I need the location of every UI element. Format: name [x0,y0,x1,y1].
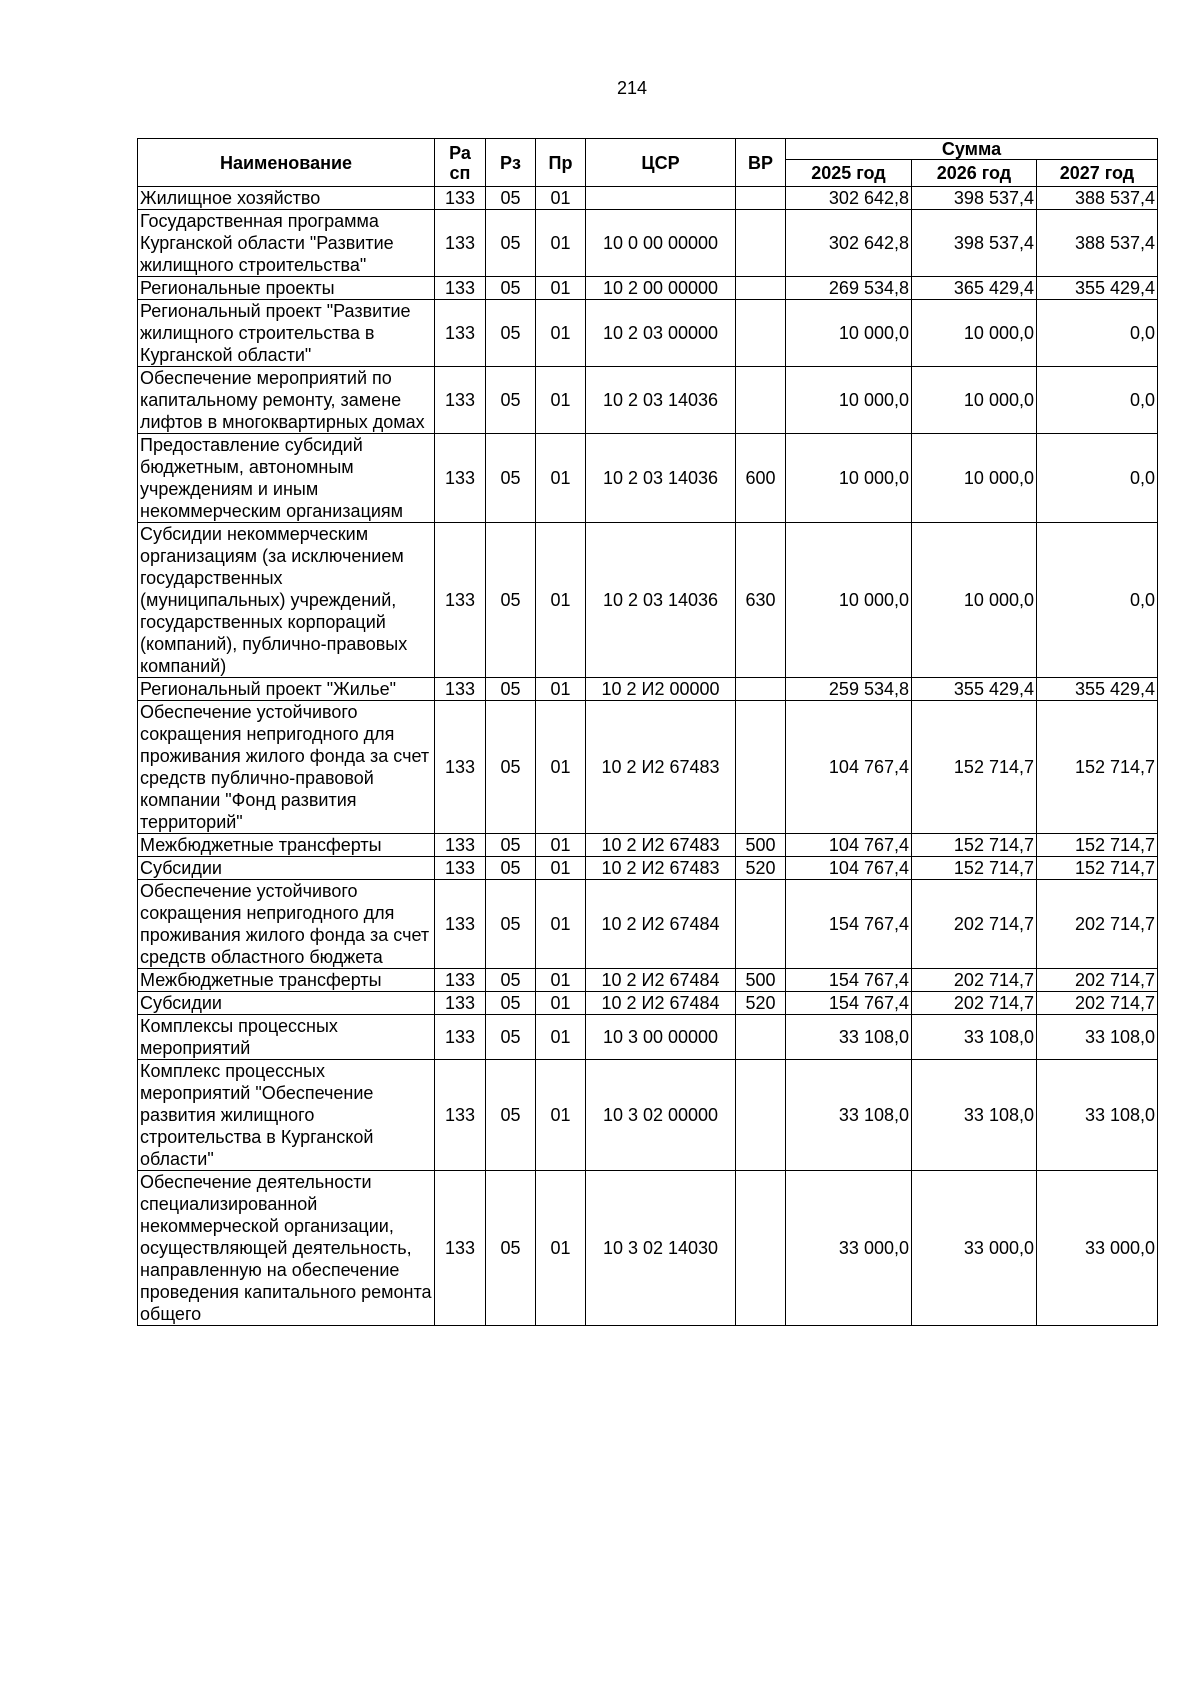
header-rz: Рз [486,139,536,187]
row-sum-2027: 202 714,7 [1037,992,1158,1015]
row-csr: 10 3 02 14030 [586,1171,736,1326]
row-csr: 10 2 00 00000 [586,277,736,300]
row-sum-2026: 398 537,4 [912,210,1037,277]
row-rz: 05 [486,1060,536,1171]
row-name: Предоставление субсидий бюджетным, автономным учреждениям и иным некоммерческим организациям [138,434,435,523]
table-row [138,523,1158,678]
table-row [138,1015,1158,1060]
row-csr: 10 2 И2 67483 [586,857,736,880]
row-rz: 05 [486,1015,536,1060]
row-sum-2027: 152 714,7 [1037,857,1158,880]
row-csr: 10 2 03 14036 [586,523,736,678]
row-name: Обеспечение мероприятий по капитальному ремонту, замене лифтов в многоквартирных домах [138,367,435,434]
row-vr [736,701,786,834]
row-vr [736,277,786,300]
row-rz: 05 [486,523,536,678]
row-sum-2025: 10 000,0 [786,367,912,434]
row-rasp: 133 [435,434,486,523]
row-csr: 10 2 03 14036 [586,434,736,523]
row-sum-2026: 10 000,0 [912,523,1037,678]
header-year-2025: 2025 год [786,160,912,187]
row-pr: 01 [536,1171,586,1326]
row-sum-2026: 355 429,4 [912,678,1037,701]
row-name: Обеспечение устойчивого сокращения непригодного для проживания жилого фонда за счет средств областного бюджета [138,880,435,969]
row-sum-2026: 33 108,0 [912,1015,1037,1060]
row-name: Обеспечение деятельности специализированной некоммерческой организации, осуществляющей деятельность, направленную на обеспечение проведения капитального ремонта общего [138,1171,435,1326]
row-sum-2026: 33 000,0 [912,1171,1037,1326]
table-row [138,434,1158,523]
row-csr [586,187,736,210]
row-csr: 10 2 И2 00000 [586,678,736,701]
row-pr: 01 [536,523,586,678]
row-pr: 01 [536,969,586,992]
row-name: Субсидии [138,857,435,880]
header-vr: ВР [736,139,786,187]
header-csr: ЦСР [586,139,736,187]
row-sum-2027: 152 714,7 [1037,701,1158,834]
row-rz: 05 [486,210,536,277]
row-csr: 10 2 И2 67484 [586,969,736,992]
row-sum-2027: 0,0 [1037,367,1158,434]
row-vr [736,210,786,277]
table-row [138,1060,1158,1171]
table-header [138,139,1158,187]
row-rz: 05 [486,880,536,969]
row-rz: 05 [486,834,536,857]
row-rz: 05 [486,367,536,434]
row-rasp: 133 [435,367,486,434]
table-row [138,992,1158,1015]
row-vr [736,187,786,210]
row-sum-2027: 202 714,7 [1037,880,1158,969]
row-csr: 10 3 00 00000 [586,1015,736,1060]
table-row [138,678,1158,701]
row-rasp: 133 [435,1015,486,1060]
row-sum-2026: 10 000,0 [912,367,1037,434]
row-rz: 05 [486,701,536,834]
row-rasp: 133 [435,701,486,834]
row-sum-2026: 202 714,7 [912,992,1037,1015]
table-row [138,701,1158,834]
row-sum-2025: 33 000,0 [786,1171,912,1326]
row-sum-2025: 104 767,4 [786,834,912,857]
row-pr: 01 [536,277,586,300]
row-rz: 05 [486,1171,536,1326]
row-csr: 10 3 02 00000 [586,1060,736,1171]
row-rz: 05 [486,277,536,300]
row-rz: 05 [486,969,536,992]
row-vr [736,678,786,701]
row-sum-2025: 302 642,8 [786,187,912,210]
row-vr: 520 [736,857,786,880]
row-sum-2025: 10 000,0 [786,523,912,678]
row-sum-2026: 152 714,7 [912,857,1037,880]
row-vr: 630 [736,523,786,678]
row-csr: 10 0 00 00000 [586,210,736,277]
header-pr: Пр [536,139,586,187]
row-pr: 01 [536,300,586,367]
row-pr: 01 [536,210,586,277]
header-year-2026: 2026 год [912,160,1037,187]
row-pr: 01 [536,857,586,880]
row-csr: 10 2 И2 67484 [586,992,736,1015]
table-row [138,834,1158,857]
table-row [138,277,1158,300]
row-sum-2027: 33 108,0 [1037,1015,1158,1060]
row-sum-2027: 388 537,4 [1037,187,1158,210]
table-row [138,1171,1158,1326]
row-name: Межбюджетные трансферты [138,834,435,857]
row-sum-2027: 33 000,0 [1037,1171,1158,1326]
row-sum-2026: 365 429,4 [912,277,1037,300]
header-rasp: Ра сп [435,139,486,187]
row-sum-2027: 355 429,4 [1037,277,1158,300]
row-vr [736,880,786,969]
row-name: Обеспечение устойчивого сокращения непригодного для проживания жилого фонда за счет средств публично-правовой компании "Фонд развития территорий" [138,701,435,834]
row-name: Региональный проект "Жилье" [138,678,435,701]
row-vr: 500 [736,834,786,857]
table-row [138,210,1158,277]
row-sum-2025: 10 000,0 [786,434,912,523]
row-sum-2026: 10 000,0 [912,434,1037,523]
row-pr: 01 [536,992,586,1015]
row-sum-2025: 33 108,0 [786,1015,912,1060]
row-name: Субсидии [138,992,435,1015]
row-rz: 05 [486,992,536,1015]
page-number: 214 [616,78,648,98]
row-rasp: 133 [435,187,486,210]
row-name: Государственная программа Курганской области "Развитие жилищного строительства" [138,210,435,277]
row-csr: 10 2 И2 67484 [586,880,736,969]
row-rasp: 133 [435,834,486,857]
row-pr: 01 [536,367,586,434]
row-name: Комплексы процессных мероприятий [138,1015,435,1060]
row-name: Межбюджетные трансферты [138,969,435,992]
row-vr: 520 [736,992,786,1015]
row-rasp: 133 [435,678,486,701]
row-rasp: 133 [435,1060,486,1171]
row-sum-2025: 154 767,4 [786,992,912,1015]
row-csr: 10 2 И2 67483 [586,701,736,834]
row-sum-2026: 398 537,4 [912,187,1037,210]
row-vr: 600 [736,434,786,523]
table-row [138,300,1158,367]
row-name: Комплекс процессных мероприятий "Обеспечение развития жилищного строительства в Курганской области" [138,1060,435,1171]
row-vr [736,300,786,367]
row-pr: 01 [536,678,586,701]
row-rasp: 133 [435,210,486,277]
row-csr: 10 2 И2 67483 [586,834,736,857]
header-sum: Сумма [786,139,1158,160]
row-sum-2026: 152 714,7 [912,834,1037,857]
row-rz: 05 [486,857,536,880]
row-rasp: 133 [435,880,486,969]
table-row [138,367,1158,434]
row-pr: 01 [536,1060,586,1171]
row-vr [736,1171,786,1326]
row-sum-2027: 0,0 [1037,523,1158,678]
row-pr: 01 [536,434,586,523]
row-vr [736,1015,786,1060]
header-name: Наименование [138,139,435,187]
row-rasp: 133 [435,277,486,300]
row-pr: 01 [536,1015,586,1060]
row-vr: 500 [736,969,786,992]
row-sum-2025: 33 108,0 [786,1060,912,1171]
row-rasp: 133 [435,969,486,992]
row-pr: 01 [536,187,586,210]
row-sum-2025: 10 000,0 [786,300,912,367]
row-csr: 10 2 03 14036 [586,367,736,434]
row-sum-2026: 202 714,7 [912,969,1037,992]
row-rasp: 133 [435,300,486,367]
table-row [138,880,1158,969]
row-rasp: 133 [435,523,486,678]
row-rz: 05 [486,434,536,523]
row-sum-2027: 0,0 [1037,434,1158,523]
row-rasp: 133 [435,857,486,880]
row-rz: 05 [486,187,536,210]
row-vr [736,1060,786,1171]
row-sum-2027: 33 108,0 [1037,1060,1158,1171]
row-sum-2026: 202 714,7 [912,880,1037,969]
row-name: Региональные проекты [138,277,435,300]
row-pr: 01 [536,701,586,834]
row-sum-2025: 154 767,4 [786,969,912,992]
row-name: Региональный проект "Развитие жилищного строительства в Курганской области" [138,300,435,367]
row-sum-2026: 152 714,7 [912,701,1037,834]
row-sum-2027: 202 714,7 [1037,969,1158,992]
row-pr: 01 [536,880,586,969]
row-rz: 05 [486,300,536,367]
table-row [138,969,1158,992]
row-sum-2025: 259 534,8 [786,678,912,701]
table-row [138,857,1158,880]
budget-table [137,138,1158,1326]
row-rz: 05 [486,678,536,701]
table-body [138,187,1158,1326]
row-sum-2027: 388 537,4 [1037,210,1158,277]
row-sum-2027: 355 429,4 [1037,678,1158,701]
row-sum-2025: 154 767,4 [786,880,912,969]
row-rasp: 133 [435,992,486,1015]
row-sum-2027: 152 714,7 [1037,834,1158,857]
row-vr [736,367,786,434]
row-name: Жилищное хозяйство [138,187,435,210]
header-year-2027: 2027 год [1037,160,1158,187]
row-name: Субсидии некоммерческим организациям (за исключением государственных (муниципальных) учреждений, государственных корпораций (компаний), публично-правовых компаний) [138,523,435,678]
table-row [138,187,1158,210]
row-sum-2027: 0,0 [1037,300,1158,367]
row-sum-2025: 269 534,8 [786,277,912,300]
row-sum-2025: 104 767,4 [786,857,912,880]
row-sum-2026: 10 000,0 [912,300,1037,367]
row-csr: 10 2 03 00000 [586,300,736,367]
row-sum-2025: 104 767,4 [786,701,912,834]
row-sum-2026: 33 108,0 [912,1060,1037,1171]
row-rasp: 133 [435,1171,486,1326]
row-pr: 01 [536,834,586,857]
row-sum-2025: 302 642,8 [786,210,912,277]
